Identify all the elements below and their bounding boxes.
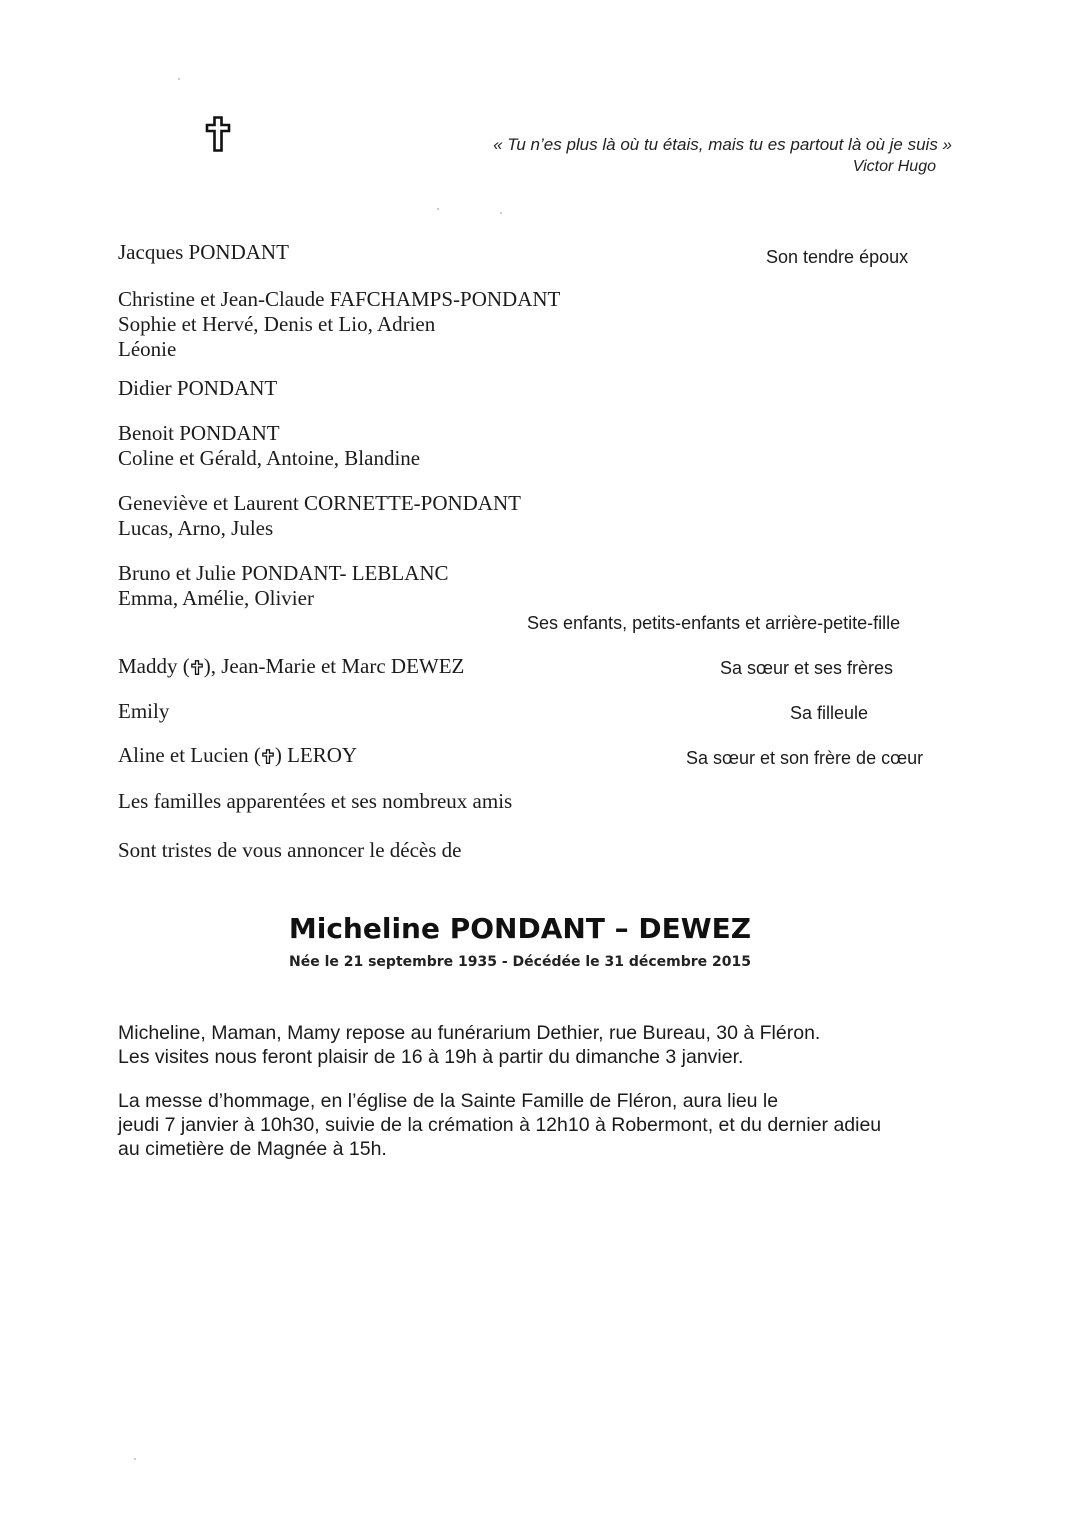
visit-line: Micheline, Maman, Mamy repose au funérarium Dethier, rue Bureau, 30 à Fléron. xyxy=(118,1022,821,1044)
scan-speck xyxy=(437,208,439,210)
mass-line: La messe d’hommage, en l’église de la Sainte Famille de Fléron, aura lieu le xyxy=(118,1090,779,1112)
family-line: Geneviève et Laurent CORNETTE-PONDANT xyxy=(118,491,521,515)
mass-line: jeudi 7 janvier à 10h30, suivie de la crémation à 12h10 à Robermont, et du dernier adieu xyxy=(118,1114,882,1136)
scan-speck xyxy=(134,1458,136,1460)
children-group-3 xyxy=(118,421,420,471)
siblings-text-after: ), Jean-Marie et Marc DEWEZ xyxy=(203,654,465,678)
family-line: Coline et Gérald, Antoine, Blandine xyxy=(118,446,421,470)
mass-paragraph xyxy=(118,1089,881,1161)
deceased-dates: Née le 21 septembre 1935 - Décédée le 31 décembre 2015 xyxy=(288,954,752,970)
others-line: Les familles apparentées et ses nombreux amis xyxy=(118,789,513,813)
quote-text: « Tu n’es plus là où tu étais, mais tu es partout là où je suis » xyxy=(493,135,952,154)
children-relation: Ses enfants, petits-enfants et arrière-petite-fille xyxy=(527,613,901,633)
deceased-cross-icon xyxy=(191,660,203,675)
scan-speck xyxy=(500,212,502,214)
visit-paragraph xyxy=(118,1021,820,1069)
family-line: Bruno et Julie PONDANT- LEBLANC xyxy=(118,561,449,585)
visit-line: Les visites nous feront plaisir de 16 à 19h à partir du dimanche 3 janvier. xyxy=(118,1046,744,1068)
family-line: Sophie et Hervé, Denis et Lio, Adrien xyxy=(118,312,436,336)
family-line: Christine et Jean-Claude FAFCHAMPS-PONDANT xyxy=(118,287,561,311)
siblings-line xyxy=(118,654,464,679)
family-line: Benoit PONDANT xyxy=(118,421,280,445)
family-line: Léonie xyxy=(118,337,177,361)
quote-author: Victor Hugo xyxy=(852,158,936,175)
goddaughter-name: Emily xyxy=(118,699,170,723)
scan-speck xyxy=(178,78,180,80)
spouse-name: Jacques PONDANT xyxy=(118,240,289,264)
cross-icon xyxy=(205,116,231,152)
siblings-relation: Sa sœur et ses frères xyxy=(720,658,894,678)
announcement-line: Sont tristes de vous annoncer le décès de xyxy=(118,838,462,862)
children-group-5 xyxy=(118,561,449,611)
heart-text-after: ) LEROY xyxy=(274,743,358,767)
children-group-1 xyxy=(118,287,560,362)
quote-block xyxy=(493,134,952,178)
family-line: Emma, Amélie, Olivier xyxy=(118,586,314,610)
mass-line: au cimetière de Magnée à 15h. xyxy=(118,1138,387,1160)
children-group-4 xyxy=(118,491,521,541)
heart-siblings-relation: Sa sœur et son frère de cœur xyxy=(686,748,924,768)
goddaughter-relation: Sa filleule xyxy=(790,703,869,723)
heart-text-before: Aline et Lucien ( xyxy=(118,743,261,767)
children-group-2 xyxy=(118,376,277,401)
deceased-cross-icon xyxy=(262,749,274,764)
heart-siblings-line xyxy=(118,743,357,768)
deceased-name: Micheline PONDANT – DEWEZ xyxy=(288,912,752,945)
siblings-text-before: Maddy ( xyxy=(118,654,190,678)
family-line: Lucas, Arno, Jules xyxy=(118,516,274,540)
spouse-relation: Son tendre époux xyxy=(766,247,909,267)
family-line: Didier PONDANT xyxy=(118,376,278,400)
